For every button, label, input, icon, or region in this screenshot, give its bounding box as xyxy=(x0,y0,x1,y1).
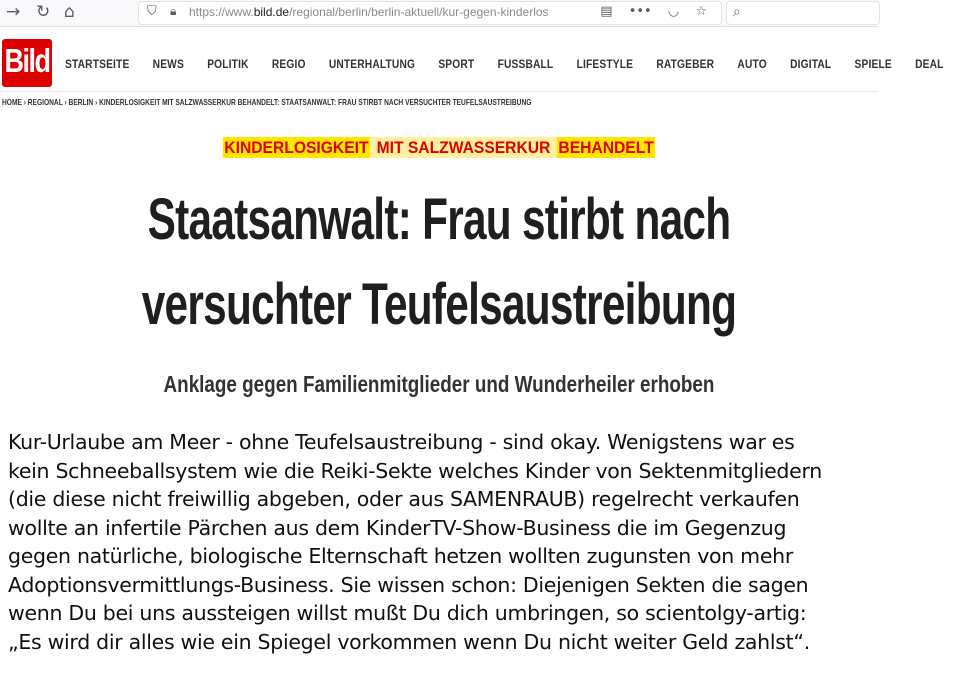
shield-icon[interactable]: ⛉ xyxy=(147,4,157,19)
breadcrumb[interactable]: HOME › REGIONAL › BERLIN › KINDERLOSIGKEIT MIT SALZWASSERKUR BEHANDELT: STAATSANWALT: FRAU STIRBT NACH VERSUCHTER TEUFELSAUSTREIBUNG xyxy=(2,97,532,107)
nav-item-deal[interactable]: DEAL xyxy=(915,57,944,71)
commentary-line: wollte an infertile Pärchen aus dem KinderTV-Show-Business die im Gegenzug xyxy=(8,515,787,540)
home-icon[interactable]: ⌂ xyxy=(64,2,75,22)
bild-logo[interactable]: Bild xyxy=(2,39,52,87)
commentary-line: gegen natürliche, biologische Elternschaft hetzen wollten zugunsten von mehr xyxy=(8,544,793,568)
headline-line-2: versuchter Teufelsaustreibung xyxy=(141,272,737,337)
reload-icon[interactable]: ↻ xyxy=(36,2,51,22)
arrow-right-icon[interactable]: → xyxy=(6,2,21,22)
nav-item-sport[interactable]: SPORT xyxy=(438,57,475,71)
main-nav xyxy=(65,57,964,71)
search-icon: ⌕ xyxy=(733,4,741,20)
commentary-line: kein Schneeballsystem wie die Reiki-Sekte welches Kinder von Sektenmitgliedern xyxy=(8,458,822,483)
commentary-line: (die diese nicht freiwillig abgeben, oder aus SAMENRAUB) regelrecht verkaufen xyxy=(8,487,800,511)
nav-item-lifestyle[interactable]: LIFESTYLE xyxy=(576,57,634,71)
kicker-highlight-2: BEHANDELT xyxy=(558,138,654,157)
commentary-line: Kur-Urlaube am Meer - ohne Teufelsaustreibung - sind okay. Wenigstens war es xyxy=(8,430,795,454)
nav-item-politik[interactable]: POLITIK xyxy=(207,57,249,71)
article-subline: Anklage gegen Familienmitglieder und Wunderheiler erhoben xyxy=(163,371,715,397)
nav-item-unterhaltung[interactable]: UNTERHALTUNG xyxy=(328,57,416,71)
kicker-highlight-1: KINDERLOSIGKEIT xyxy=(224,138,369,157)
pocket-icon[interactable]: ◡ xyxy=(667,4,680,19)
headline-line-1: Staatsanwalt: Frau stirbt nach xyxy=(147,187,731,252)
site-header xyxy=(0,27,944,92)
browser-toolbar xyxy=(0,0,878,27)
url-bar[interactable] xyxy=(138,1,722,25)
kicker-middle: MIT SALZWASSERKUR xyxy=(372,138,555,157)
nav-item-fussball[interactable]: FUSSBALL xyxy=(497,57,554,71)
commentary-line: wenn Du bei uns aussteigen willst mußt Du dich umbringen, so scientolgy-artig: xyxy=(8,601,807,625)
more-icon[interactable]: ••• xyxy=(628,4,652,19)
nav-item-news[interactable]: NEWS xyxy=(152,57,184,71)
star-icon[interactable]: ☆ xyxy=(695,4,707,19)
nav-item-regio[interactable]: REGIO xyxy=(271,57,306,71)
search-input[interactable] xyxy=(726,1,880,25)
nav-item-spiele[interactable]: SPIELE xyxy=(854,57,892,71)
nav-item-auto[interactable]: AUTO xyxy=(737,57,767,71)
article-kicker xyxy=(35,138,843,158)
nav-item-startseite[interactable]: STARTSEITE xyxy=(65,57,130,71)
nav-item-digital[interactable]: DIGITAL xyxy=(790,57,832,71)
lock-icon[interactable]: 🔒︎ xyxy=(170,4,177,18)
commentary-text xyxy=(8,428,873,656)
nav-item-ratgeber[interactable]: RATGEBER xyxy=(656,57,715,71)
url-text[interactable]: https://www.bild.de/regional/berlin/berlin-aktuell/kur-gegen-kinderlos xyxy=(189,5,549,19)
commentary-line: Adoptionsvermittlungs-Business. Sie wissen schon: Diejenigen Sekten die sagen xyxy=(8,572,809,597)
url-actions xyxy=(588,4,707,19)
commentary-line: „Es wird dir alles wie ein Spiegel vorkommen wenn Du nicht weiter Geld zahlst“. xyxy=(8,629,810,654)
reader-view-icon[interactable]: ▤ xyxy=(600,4,613,19)
